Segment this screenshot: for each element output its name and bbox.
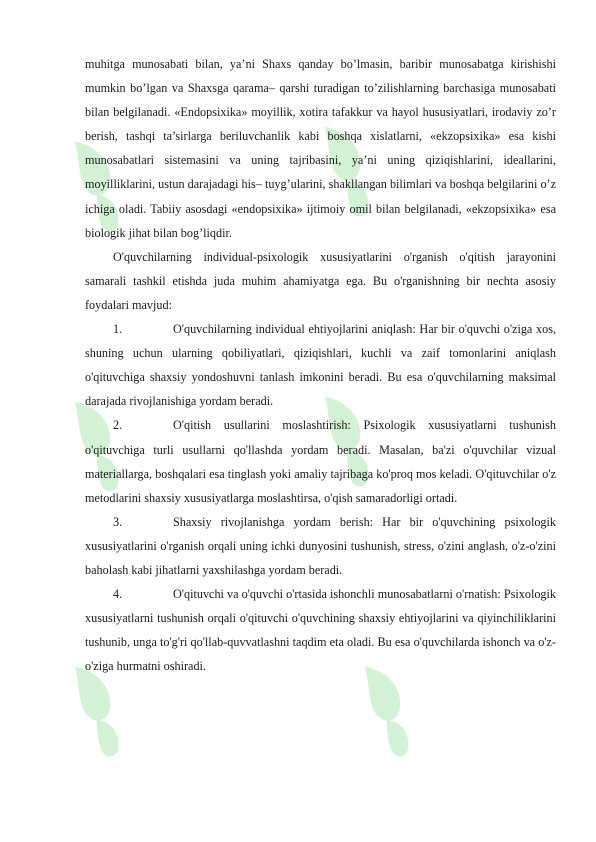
list-item-number: 3. [113, 514, 123, 529]
list-item [85, 510, 556, 582]
list-item-text: O'qitish usullarini moslashtirish: Psixologik xususiyatlarni tushunish o'qituvchiga turli usullarni qo'llashda yordam beradi. Masalan, ba'zi o'quvchilar vizual materiallarga, boshqalari esa tinglash yoki amaliy tajribaga ko'proq mos keladi. O'qituvchilar o'z metodlarini shaxsiy xususiyatlarga moslashtirsa, o'qish samaradorligi ortadi. [85, 418, 556, 505]
continuation-paragraph: muhitga munosabati bilan, ya’ni Shaxs qanday bo’lmasin, baribir munosabatga kirishishi mumkin bo’lgan va Shaxsga qarama– qarshi turadigan to’zilishlarning barchasiga munosabati bilan belgilanadi. «Endopsixika» moyillik, xotira tafakkur va hayol hususiyatlari, irodaviy zo’r berish, tashqi ta’sirlarga beriluvchanlik kabi boshqa xislatlarni, «ekzopsixika» esa kishi munosabatlari sistemasini va uning tajribasini, ya’ni uning qiziqishlarini, ideallarini, moyilliklarini, ustun darajadagi his– tuyg’ularini, shakllangan bilimlari va boshqa belgilarini o’z ichiga oladi. Tabiiy asosdagi «endopsixika» ijtimoiy omil bilan belgilanadi, «ekzopsixika» esa biologik jihat bilan bog’liqdir. [85, 57, 556, 240]
list-item-number: 1. [113, 322, 123, 337]
list-item [85, 582, 556, 678]
list-item [85, 317, 556, 413]
list-item-text: O'qituvchi va o'quvchi o'rtasida ishonchli munosabatlarni o'rnatish: Psixologik xususiyatlarni tushunish orqali o'qituvchi o'quvchining shaxsiy ehtiyojlarini va qiyinchiliklarini tushunib, unga to'g'ri qo'llab-quvvatlashni taqdim eta oladi. Bu esa o'quvchilarda ishonch va o'z-o'ziga hurmatni oshiradi. [85, 587, 556, 674]
list-item-text: O'quvchilarning individual ehtiyojlarini aniqlash: Har bir o'quvchi o'ziga xos, shuning uchun ularning qobiliyatlari, qiziqishlari, kuchli va zaif tomonlarini aniqlash o'qituvchiga shaxsiy yondoshuvni tanlash imkonini beradi. Bu esa o'quvchilarning maksimal darajada rivojlanishiga yordam beradi. [85, 322, 556, 409]
list-item-number: 2. [113, 418, 123, 433]
document-body [85, 52, 556, 678]
list-item [85, 413, 556, 509]
intro-paragraph: O'quvchilarning individual-psixologik xususiyatlarini o'rganish o'qitish jarayonini samarali tashkil etishda juda muhim ahamiyatga ega. Bu o'rganishning bir nechta asosiy foydalari mavjud: [85, 249, 556, 312]
list-item-number: 4. [113, 587, 123, 602]
list-item-text: Shaxsiy rivojlanishga yordam berish: Har bir o'quvchining psixologik xususiyatlarini o'rganish orqali uning ichki dunyosini tushunish, stress, o'zini anglash, o'z-o'zini baholash kabi jihatlarni yaxshilashga yordam beradi. [85, 514, 556, 577]
